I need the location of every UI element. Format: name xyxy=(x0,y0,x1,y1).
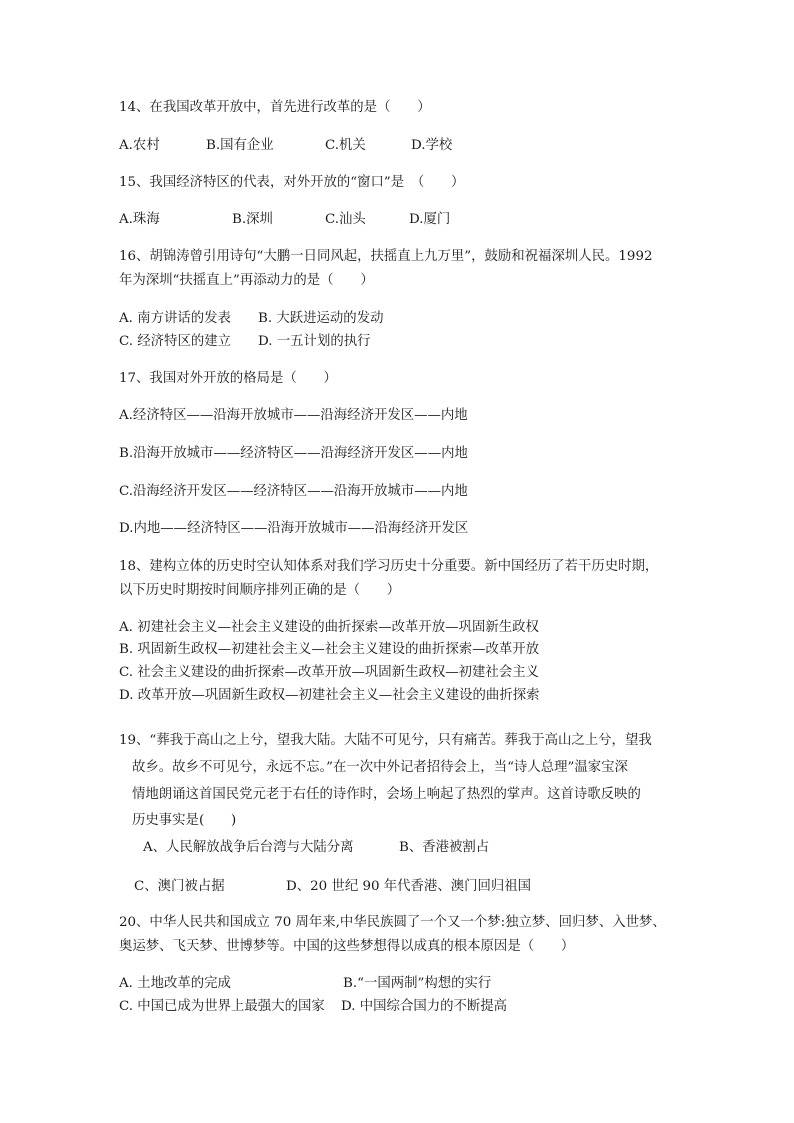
question-19-stem-line-2: 故乡。故乡不可见兮，永远不忘。”在一次中外记者招待会上，当“诗人总理”温家宝深 xyxy=(132,760,628,775)
question-19-stem-line-4: 历史事实是( ) xyxy=(132,813,237,828)
q19-option-b: B、香港被割占 xyxy=(399,840,490,855)
q17-option-c: C.沿海经济开发区——经济特区——沿海开放城市——内地 xyxy=(119,484,468,499)
q19-option-d: D、20 世纪 90 年代香港、澳门回归祖国 xyxy=(286,879,532,894)
question-16-stem-line-2: 年为深圳“扶摇直上”再添动力的是（ ） xyxy=(119,273,374,288)
q17-option-b: B.沿海开放城市——经济特区——沿海经济开发区——内地 xyxy=(119,446,468,461)
q16-option-b: B. 大跃进运动的发动 xyxy=(258,311,384,326)
question-18-stem-line-2: 以下历史时期按时间顺序排列正确的是（ ） xyxy=(119,583,401,598)
question-15-stem: 15、我国经济特区的代表，对外开放的“窗口”是 （ ） xyxy=(119,175,465,190)
question-16-stem-line-1: 16、胡锦涛曾引用诗句“大鹏一日同风起，扶摇直上九万里”，鼓励和祝福深圳人民。1992 xyxy=(119,249,653,264)
q19-option-c: C、澳门被占据 xyxy=(134,879,225,894)
question-19-stem-line-1: 19、“葬我于高山之上兮，望我大陆。大陆不可见兮，只有痛苦。葬我于高山之上兮，望我 xyxy=(119,733,652,748)
question-20-stem-line-2: 奥运梦、飞天梦、世博梦等。中国的这些梦想得以成真的根本原因是（ ） xyxy=(119,939,575,954)
q14-option-c: C.机关 xyxy=(325,138,366,153)
q20-option-c: C. 中国已成为世界上最强大的国家 xyxy=(119,999,325,1014)
q19-option-a: A、人民解放战争后台湾与大陆分离 xyxy=(143,840,354,855)
q14-option-d: D.学校 xyxy=(411,138,453,153)
question-18-stem-line-1: 18、建构立体的历史时空认知体系对我们学习历史十分重要。新中国经历了若干历史时期， xyxy=(119,559,659,574)
q15-option-b: B.深圳 xyxy=(232,212,273,227)
q16-option-c: C. 经济特区的建立 xyxy=(119,334,232,349)
question-14-stem: 14、在我国改革开放中，首先进行改革的是（ ） xyxy=(119,100,431,115)
q16-option-d: D. 一五计划的执行 xyxy=(258,334,371,349)
q18-option-d: D. 改革开放—巩固新生政权—初建社会主义—社会主义建设的曲折探索 xyxy=(119,688,540,703)
q18-option-c: C. 社会主义建设的曲折探索—改革开放—巩固新生政权—初建社会主义 xyxy=(119,665,539,680)
q14-option-b: B.国有企业 xyxy=(206,138,274,153)
q17-option-d: D.内地——经济特区——沿海开放城市——沿海经济开发区 xyxy=(119,521,469,536)
question-19-stem-line-3: 情地朗诵这首国民党元老于右任的诗作时，会场上响起了热烈的掌声。这首诗歌反映的 xyxy=(132,787,641,802)
q15-option-c: C.汕头 xyxy=(325,212,366,227)
q18-option-b: B. 巩固新生政权—初建社会主义—社会主义建设的曲折探索—改革开放 xyxy=(119,642,540,657)
q18-option-a: A. 初建社会主义—社会主义建设的曲折探索—改革开放—巩固新生政权 xyxy=(119,620,539,635)
q14-option-a: A.农村 xyxy=(119,138,160,153)
q20-option-a: A. 土地改革的完成 xyxy=(119,976,231,991)
question-20-stem-line-1: 20、中华人民共和国成立 70 周年来,中华民族圆了一个又一个梦:独立梦、回归梦、入世梦、 xyxy=(119,915,666,930)
q20-option-d: D. 中国综合国力的不断提高 xyxy=(341,999,508,1014)
q15-option-a: A.珠海 xyxy=(119,212,160,227)
q16-option-a: A. 南方讲话的发表 xyxy=(119,311,231,326)
q15-option-d: D.厦门 xyxy=(409,212,451,227)
q20-option-b: B.“一国两制”构想的实行 xyxy=(343,976,492,991)
question-17-stem: 17、我国对外开放的格局是（ ） xyxy=(119,371,337,386)
q17-option-a: A.经济特区——沿海开放城市——沿海经济开发区——内地 xyxy=(119,408,468,423)
